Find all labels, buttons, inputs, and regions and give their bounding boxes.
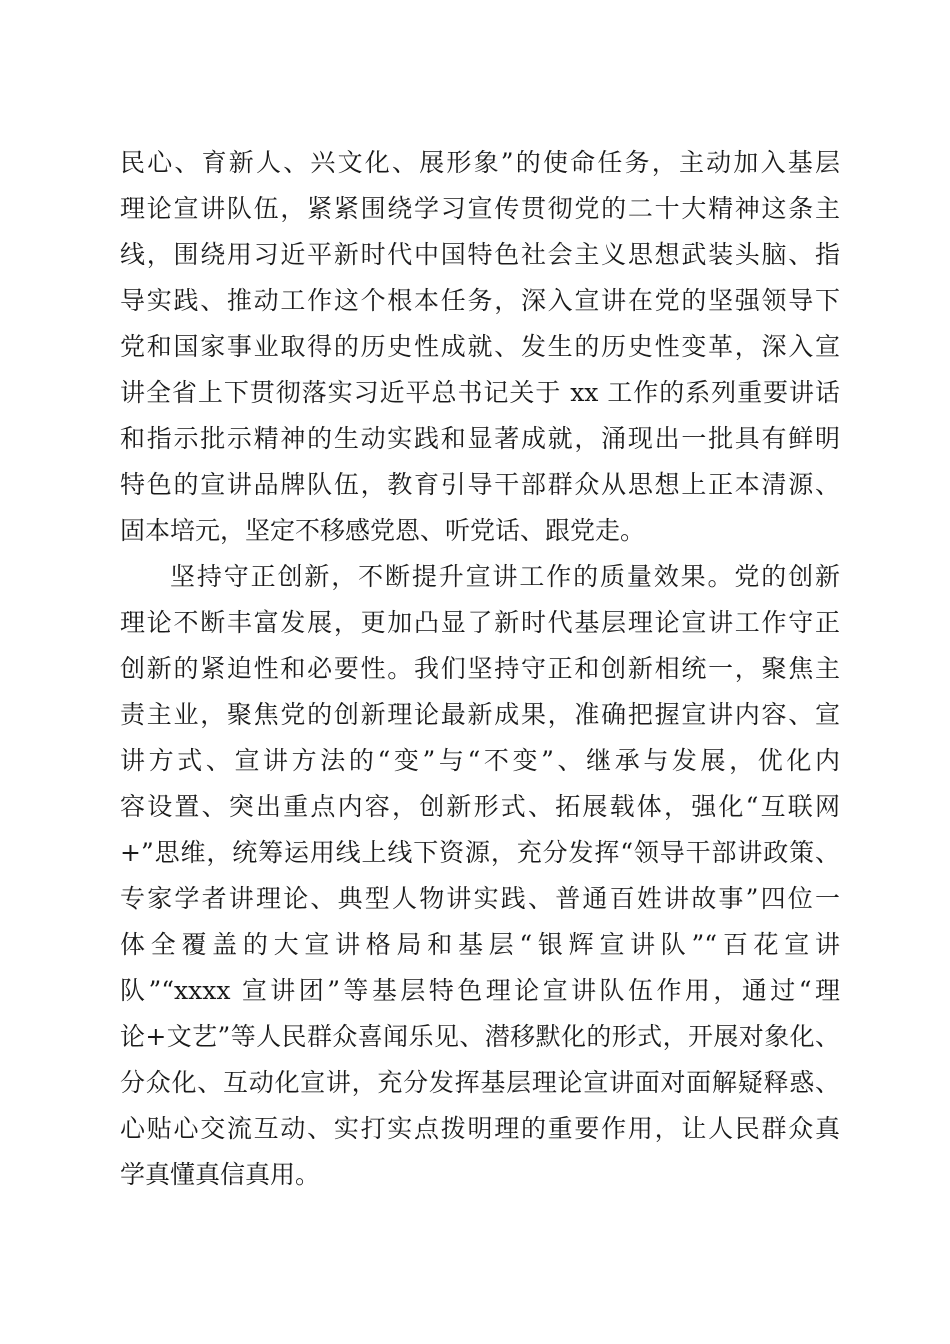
paragraph-line: 坚持守正创新，不断提升宣讲工作的质量效果。党的创新 (170, 562, 840, 591)
paragraph-line: 特色的宣讲品牌队伍，教育引导干部群众从思想上正本清源、 (120, 470, 840, 499)
paragraph-line: 心贴心交流互动、实打实点拨明理的重要作用，让人民群众真 (120, 1114, 840, 1143)
paragraph-line: 和指示批示精神的生动实践和显著成就，涌现出一批具有鲜明 (120, 424, 840, 453)
paragraph-line: 导实践、推动工作这个根本任务，深入宣讲在党的坚强领导下 (120, 286, 840, 315)
paragraph-line: 专家学者讲理论、典型人物讲实践、普通百姓讲故事”四位一 (120, 884, 840, 913)
paragraph-line: 体全覆盖的大宣讲格局和基层“银辉宣讲队”“百花宣讲 (120, 930, 840, 959)
paragraph-line: 理论不断丰富发展，更加凸显了新时代基层理论宣讲工作守正 (120, 608, 840, 637)
paragraph-line: 民心、育新人、兴文化、展形象”的使命任务，主动加入基层 (120, 148, 840, 177)
paragraph-line: 容设置、突出重点内容，创新形式、拓展载体，强化“互联网 (120, 792, 840, 821)
paragraph-line: 固本培元，坚定不移感党恩、听党话、跟党走。 (120, 516, 646, 545)
paragraph-line: 责主业，聚焦党的创新理论最新成果，准确把握宣讲内容、宣 (120, 700, 840, 729)
paragraph-line: 讲方式、宣讲方法的“变”与“不变”、继承与发展，优化内 (120, 746, 840, 775)
document-body (120, 140, 840, 1198)
paragraph-line: 党和国家事业取得的历史性成就、发生的历史性变革，深入宣 (120, 332, 840, 361)
paragraph-line: +”思维，统筹运用线上线下资源，充分发挥“领导干部讲政策、 (120, 838, 840, 867)
paragraph-line: 队”“xxxx 宣讲团”等基层特色理论宣讲队伍作用，通过“理 (120, 976, 840, 1005)
paragraph-2 (120, 554, 840, 1198)
paragraph-line: 讲全省上下贯彻落实习近平总书记关于 xx 工作的系列重要讲话 (120, 378, 840, 407)
paragraph-line: 线，围绕用习近平新时代中国特色社会主义思想武装头脑、指 (120, 240, 840, 269)
paragraph-line: 论+文艺”等人民群众喜闻乐见、潜移默化的形式，开展对象化、 (120, 1022, 840, 1051)
paragraph-line: 分众化、互动化宣讲，充分发挥基层理论宣讲面对面解疑释惑、 (120, 1068, 840, 1097)
paragraph-line: 理论宣讲队伍，紧紧围绕学习宣传贯彻党的二十大精神这条主 (120, 194, 840, 223)
paragraph-line: 创新的紧迫性和必要性。我们坚持守正和创新相统一，聚焦主 (120, 654, 840, 683)
paragraph-line: 学真懂真信真用。 (120, 1160, 321, 1189)
paragraph-1 (120, 140, 840, 554)
